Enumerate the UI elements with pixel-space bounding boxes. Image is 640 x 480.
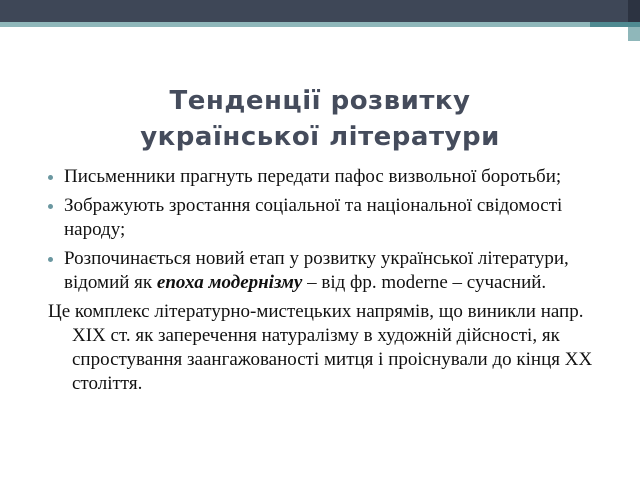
bullet-item-2	[44, 194, 616, 242]
bullet-item-1	[44, 165, 616, 189]
header-dark-band-right	[628, 0, 640, 22]
bullet-list	[44, 165, 616, 295]
slide-title-line-2: української літератури	[140, 122, 500, 152]
header-dark-band	[0, 0, 640, 22]
bullet-text-2: Зображують зростання соціальної та національної свідомості народу;	[64, 195, 563, 240]
bullet-text-3-before: Розпочинається новий етап у розвитку української літератури, відомий як	[64, 248, 569, 293]
slide-content	[44, 165, 616, 396]
bullet-item-3	[44, 247, 616, 295]
bullet-dot-icon	[48, 175, 53, 180]
definition-paragraph: Це комплекс літературно-мистецьких напрямів, що виникли напр. ХІХ ст. як заперечення натуралізму в художній дійсності, як спростування заангажованості митця і проіснували до кінця ХХ століття.	[48, 301, 593, 394]
header-teal-band	[0, 22, 640, 27]
bullet-dot-icon	[48, 257, 53, 262]
bullet-text-3-after: – від фр. moderne – сучасний.	[302, 272, 547, 293]
bullet-text-1: Письменники прагнуть передати пафос визвольної боротьби;	[64, 166, 562, 187]
slide-title	[40, 83, 600, 155]
bullet-dot-icon	[48, 204, 53, 209]
header-teal-tail	[628, 27, 640, 41]
slide-title-line-1: Тенденції розвитку	[169, 86, 471, 116]
bullet-text-3-emphasis: епоха модернізму	[156, 272, 303, 293]
